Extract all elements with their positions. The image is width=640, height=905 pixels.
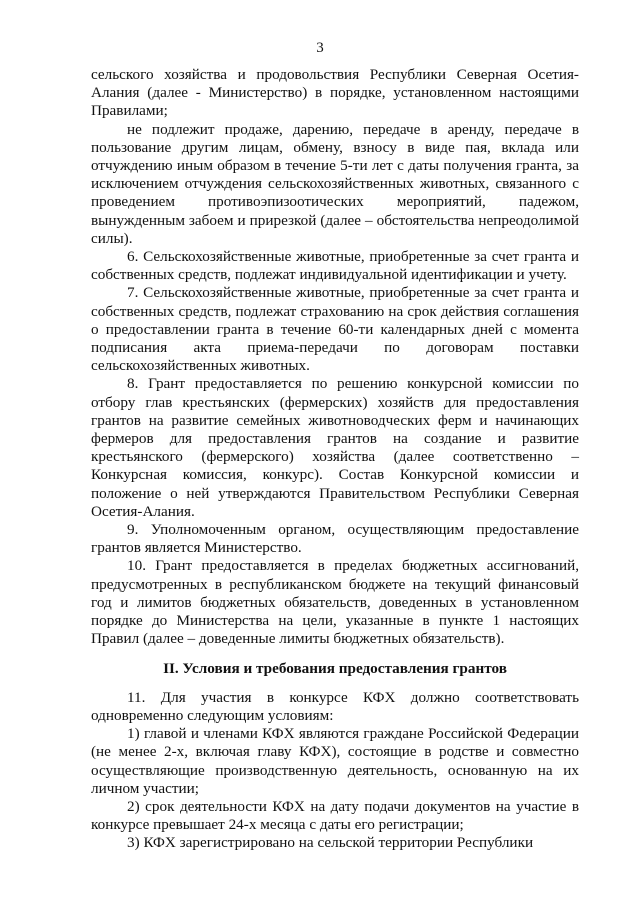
paragraph-no-alienation: не подлежит продаже, дарению, передаче в аренду, передаче в пользование другим лицам, обмену, взносу в виде пая, вклада или отчуждению иным образом в течение 5-ти лет с даты получения гранта, за исключением отчуждения сельскохозяйственных животных, связанного с проведением противоэпизоотических мероприятий, падежом, вынужденным забоем и прирезкой (далее – обстоятельства непреодолимой силы).	[91, 120, 579, 247]
paragraph-item-6: 6. Сельскохозяйственные животные, приобретенные за счет гранта и собственных средств, подлежат индивидуальной идентификации и учету.	[91, 248, 579, 284]
paragraph-item-10: 10. Грант предоставляется в пределах бюджетных ассигнований, предусмотренных в республиканском бюджете на текущий финансовый год и лимитов бюджетных обязательств, доведенных в установленном порядке до Министерства на цели, указанные в пункте 1 настоящих Правил (далее – доведенные лимиты бюджетных обязательств).	[91, 557, 579, 648]
paragraph-condition-3: 3) КФХ зарегистрировано на сельской территории Республики	[127, 834, 534, 852]
paragraph-condition-2: 2) срок деятельности КФХ на дату подачи документов на участие в конкурсе превышает 24-х месяца с даты его регистрации;	[91, 797, 579, 834]
page-number: 3	[316, 40, 324, 56]
spacer	[91, 649, 579, 660]
paragraph-item-9: 9. Уполномоченным органом, осуществляющим предоставление грантов является Министерство.	[91, 521, 579, 557]
paragraph-item-7: 7. Сельскохозяйственные животные, приобретенные за счет гранта и собственных средств, подлежат страхованию на срок действия соглашения о предоставлении гранта в течение 60-ти календарных дней с момента подписания акта приема-передачи по договорам поставки сельскохозяйственных животных.	[91, 284, 579, 375]
paragraph-item-11: 11. Для участия в конкурсе КФХ должно соответствовать одновременно следующим условиям:	[91, 688, 579, 724]
section-heading: II. Условия и требования предоставления грантов	[163, 659, 507, 677]
paragraph-condition-1: 1) главой и членами КФХ являются граждане Российской Федерации (не менее 2-х, включая главу КФХ), состоящие в родстве и совместно осуществляющие производственную деятельность, основанную на их личном участии;	[91, 725, 579, 797]
paragraph-item-8: 8. Грант предоставляется по решению конкурсной комиссии по отбору глав крестьянских (фермерских) хозяйств для предоставления грантов на развитие семейных животноводческих ферм и начинающих фермеров для предоставления грантов на создание и развитие крестьянского (фермерского) хозяйства (далее соответственно – Конкурсная комиссия, конкурс). Состав Конкурсной комиссии и положение о ней утверждаются Правительством Республики Северная Осетия-Алания.	[91, 375, 579, 520]
paragraph-continuation: сельского хозяйства и продовольствия Республики Северная Осетия-Алания (далее - Министерство) в порядке, установленном настоящими Правилами;	[91, 66, 579, 120]
document-body	[91, 66, 579, 853]
spacer	[91, 678, 579, 689]
